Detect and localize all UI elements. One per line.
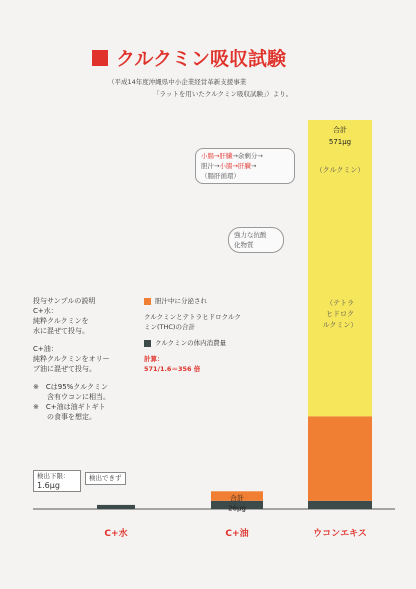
notes-heading: 投与サンプルの説明: [33, 297, 96, 305]
process-line1-a: 小腸→肝臓: [201, 152, 233, 160]
subtitle-line2: 「ラットを用いたクルクミン吸収試験」）より。: [153, 90, 293, 98]
undetectable-box: 検出できず: [85, 472, 126, 485]
bar-segment-2-2: [308, 120, 372, 416]
notes-note2-2: の食事を想定。: [33, 413, 96, 421]
x-tick-label: ウコンエキス: [313, 529, 367, 539]
total-label-c-oil: 合計: [230, 494, 244, 503]
process-line2-a: 胆汁→: [201, 162, 220, 170]
antioxidant-line2: 化物質: [234, 241, 254, 249]
segment-label-thc-line: ルクミン）: [322, 321, 358, 329]
legend-label-orange: 胆汁中に分泌され: [155, 297, 207, 305]
process-line3: （腸肝循環）: [201, 172, 240, 180]
bar-segment-2-1: [308, 416, 372, 500]
notes-note1-1: ※ Cは95%クルクミン: [33, 383, 108, 391]
total-value-c-oil: 26μg: [228, 504, 246, 513]
page-title-text: クルクミン吸収試験: [116, 48, 287, 70]
segment-label-thc-line: ヒドロク: [326, 310, 354, 318]
segment-label-thc-line: （テトラ: [326, 299, 354, 307]
bar-segment-0-0: [97, 505, 135, 509]
x-tick-label: C+油: [225, 529, 249, 539]
notes-note2-1: ※ C+油は油ギトギト: [33, 403, 106, 411]
calc-value: 571/1.6＝356 倍: [144, 365, 201, 373]
notes-note1-2: 含有ウコンに相当。: [33, 393, 110, 401]
total-value-extract: 571μg: [328, 138, 352, 146]
notes-c-oil-2: ブ油に混ぜて投与。: [33, 365, 96, 373]
legend-label-dark: クルクミンの体内消費量: [155, 339, 227, 347]
notes-c-water-1: 純粋クルクミンを: [33, 317, 89, 325]
legend-label-yellow-2: ミン(THC)の合計: [144, 323, 195, 331]
notes-c-oil-1: 純粋クルクミンをオリー: [33, 355, 110, 363]
detection-limit-line2: 1.6μg: [37, 481, 60, 490]
process-line1-b: →余剰分→: [232, 152, 263, 160]
process-line2-b: 小腸→肝臓: [219, 162, 251, 170]
process-line2-c: →: [250, 162, 257, 170]
antioxidant-line1: 強力な抗酸: [234, 231, 267, 239]
bar-segment-2-0: [308, 501, 372, 509]
total-label-extract: 合計: [333, 126, 347, 134]
x-tick-label: C+水: [104, 529, 128, 539]
notes-c-water-2: 水に混ぜて投与。: [33, 327, 89, 335]
subtitle-line1: （平成14年度沖縄県中小企業経営革新支援事業: [108, 78, 247, 86]
calc-label: 計算：: [144, 355, 164, 363]
segment-label-curcumin: （クルクミン）: [315, 166, 365, 174]
notes-c-oil-title: C+油：: [33, 345, 58, 353]
legend-label-yellow-1: クルクミンとテトラヒドロクルク: [144, 313, 241, 321]
notes-c-water-title: C+水：: [33, 307, 58, 315]
detection-limit-line1: 検出下限：: [37, 472, 70, 480]
